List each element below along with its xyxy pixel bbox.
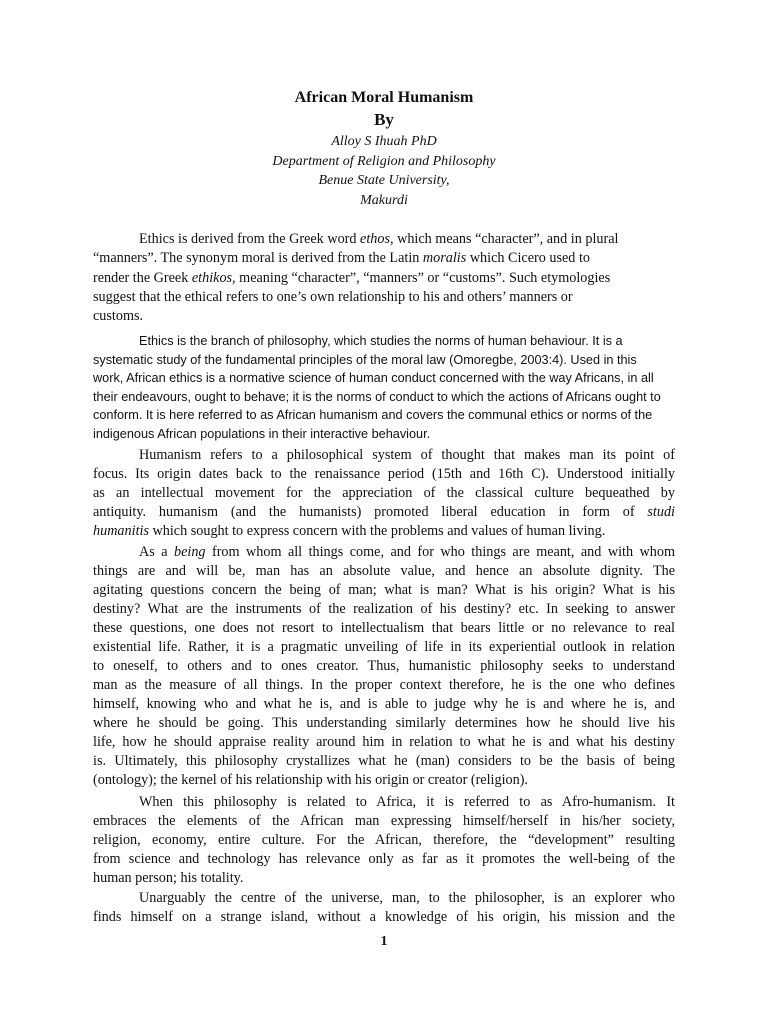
text-line: indigenous African populations in their interactive behaviour. [93, 426, 431, 441]
text-line: where he should be going. This understanding similarly determines how he should live his [93, 715, 675, 731]
text-line: is. Ultimately, this philosophy crystallizes what he (man) considers to be the basis of being [93, 753, 675, 769]
author-university: Benue State University, [318, 173, 450, 188]
text-line: embraces the elements of the African man expressing himself/herself in his/her society, [93, 813, 675, 829]
text-line: destiny? What are the instruments of the realization of his destiny? etc. In seeking to answer [93, 601, 675, 617]
text-line: finds himself on a strange island, without a knowledge of his origin, his mission and the [93, 909, 675, 925]
text-line: from science and technology has relevance only as far as it promotes the well-being of the [93, 851, 675, 867]
text-line: work, African ethics is a normative science of human conduct concerned with the way Africans, in all [93, 371, 654, 386]
text-line: When this philosophy is related to Africa, it is referred to as Afro-humanism. It [139, 794, 675, 810]
text-line: things are and will be, man has an absolute value, and hence an absolute dignity. The [93, 563, 675, 579]
paragraph-etymology [93, 230, 675, 326]
author-name: Alloy S Ihuah PhD [331, 134, 437, 149]
text-line: As a being from whom all things come, and for who things are meant, and with whom [139, 544, 675, 560]
paragraph-afro-humanism [93, 793, 675, 888]
text-line: render the Greek ethikos, meaning “character”, “manners” or “customs”. Such etymologies [93, 269, 611, 286]
text-line: Ethics is derived from the Greek word ethos, which means “character”, and in plural [139, 231, 619, 247]
text-line: humanitis which sought to express concern with the problems and values of human living. [93, 523, 606, 539]
text-line: conform. It is here referred to as African humanism and covers the communal ethics or norms of the [93, 408, 653, 423]
text-line: suggest that the ethical refers to one’s own relationship to his and others’ manners or [93, 288, 573, 305]
text-line: their endeavours, ought to behave; it is the norms of conduct to which the actions of Africans ought to [93, 389, 661, 404]
text-line: Ethics is the branch of philosophy, which studies the norms of human behaviour. It is a [139, 334, 623, 348]
text-line: to oneself, to others and to ones creator. Thus, humanistic philosophy seeks to understand [93, 658, 675, 674]
text-line: life, how he should appraise reality around him in relation to what he is and what his destiny [93, 734, 675, 750]
text-line: religion, economy, entire culture. For the African, therefore, the “development” resulting [93, 832, 675, 848]
text-line: focus. Its origin dates back to the renaissance period (15th and 16th C). Understood initially [93, 466, 675, 482]
text-line: Unarguably the centre of the universe, man, to the philosopher, is an explorer who [139, 890, 675, 906]
text-line: “manners”. The synonym moral is derived from the Latin moralis which Cicero used to [93, 250, 590, 267]
text-line: (ontology); the kernel of his relationship with his origin or creator (religion). [93, 772, 528, 788]
paragraph-ethics-definition [93, 332, 675, 444]
text-line: customs. [93, 308, 144, 325]
text-line: Humanism refers to a philosophical system of thought that makes man its point of [139, 447, 675, 463]
paragraph-humanism [93, 446, 675, 541]
text-line: existential life. Rather, it is a pragmatic unveiling of life in its experiential outlook in relation [93, 639, 675, 655]
text-line: antiquity. humanism (and the humanists) promoted liberal education in form of studi [93, 504, 675, 520]
text-line: agitating questions concern the being of man; what is man? What is his origin? What is his [93, 582, 675, 598]
text-line: these questions, one does not resort to intellectualism that bears little or no relevance to real [93, 620, 675, 636]
page-number: 1 [380, 934, 388, 949]
author-department: Department of Religion and Philosophy [272, 153, 496, 169]
text-line: systematic study of the fundamental principles of the moral law (Omoregbe, 2003:4). Used in this [93, 352, 637, 367]
text-line: human person; his totality. [93, 870, 244, 886]
author-city: Makurdi [360, 192, 408, 208]
text-line: man as the measure of all things. In the proper context therefore, he is the one who defines [93, 677, 675, 693]
text-line: himself, knowing who and what he is, and is able to judge why he is and where he is, and [93, 696, 675, 712]
author-block [0, 132, 768, 210]
paragraph-being-of-man [93, 543, 675, 790]
byline-label: By [374, 110, 394, 129]
paragraph-explorer [93, 889, 675, 927]
text-line: as an intellectual movement for the appreciation of the classical culture bequeathed by [93, 485, 675, 501]
document-title: African Moral Humanism [294, 89, 474, 106]
